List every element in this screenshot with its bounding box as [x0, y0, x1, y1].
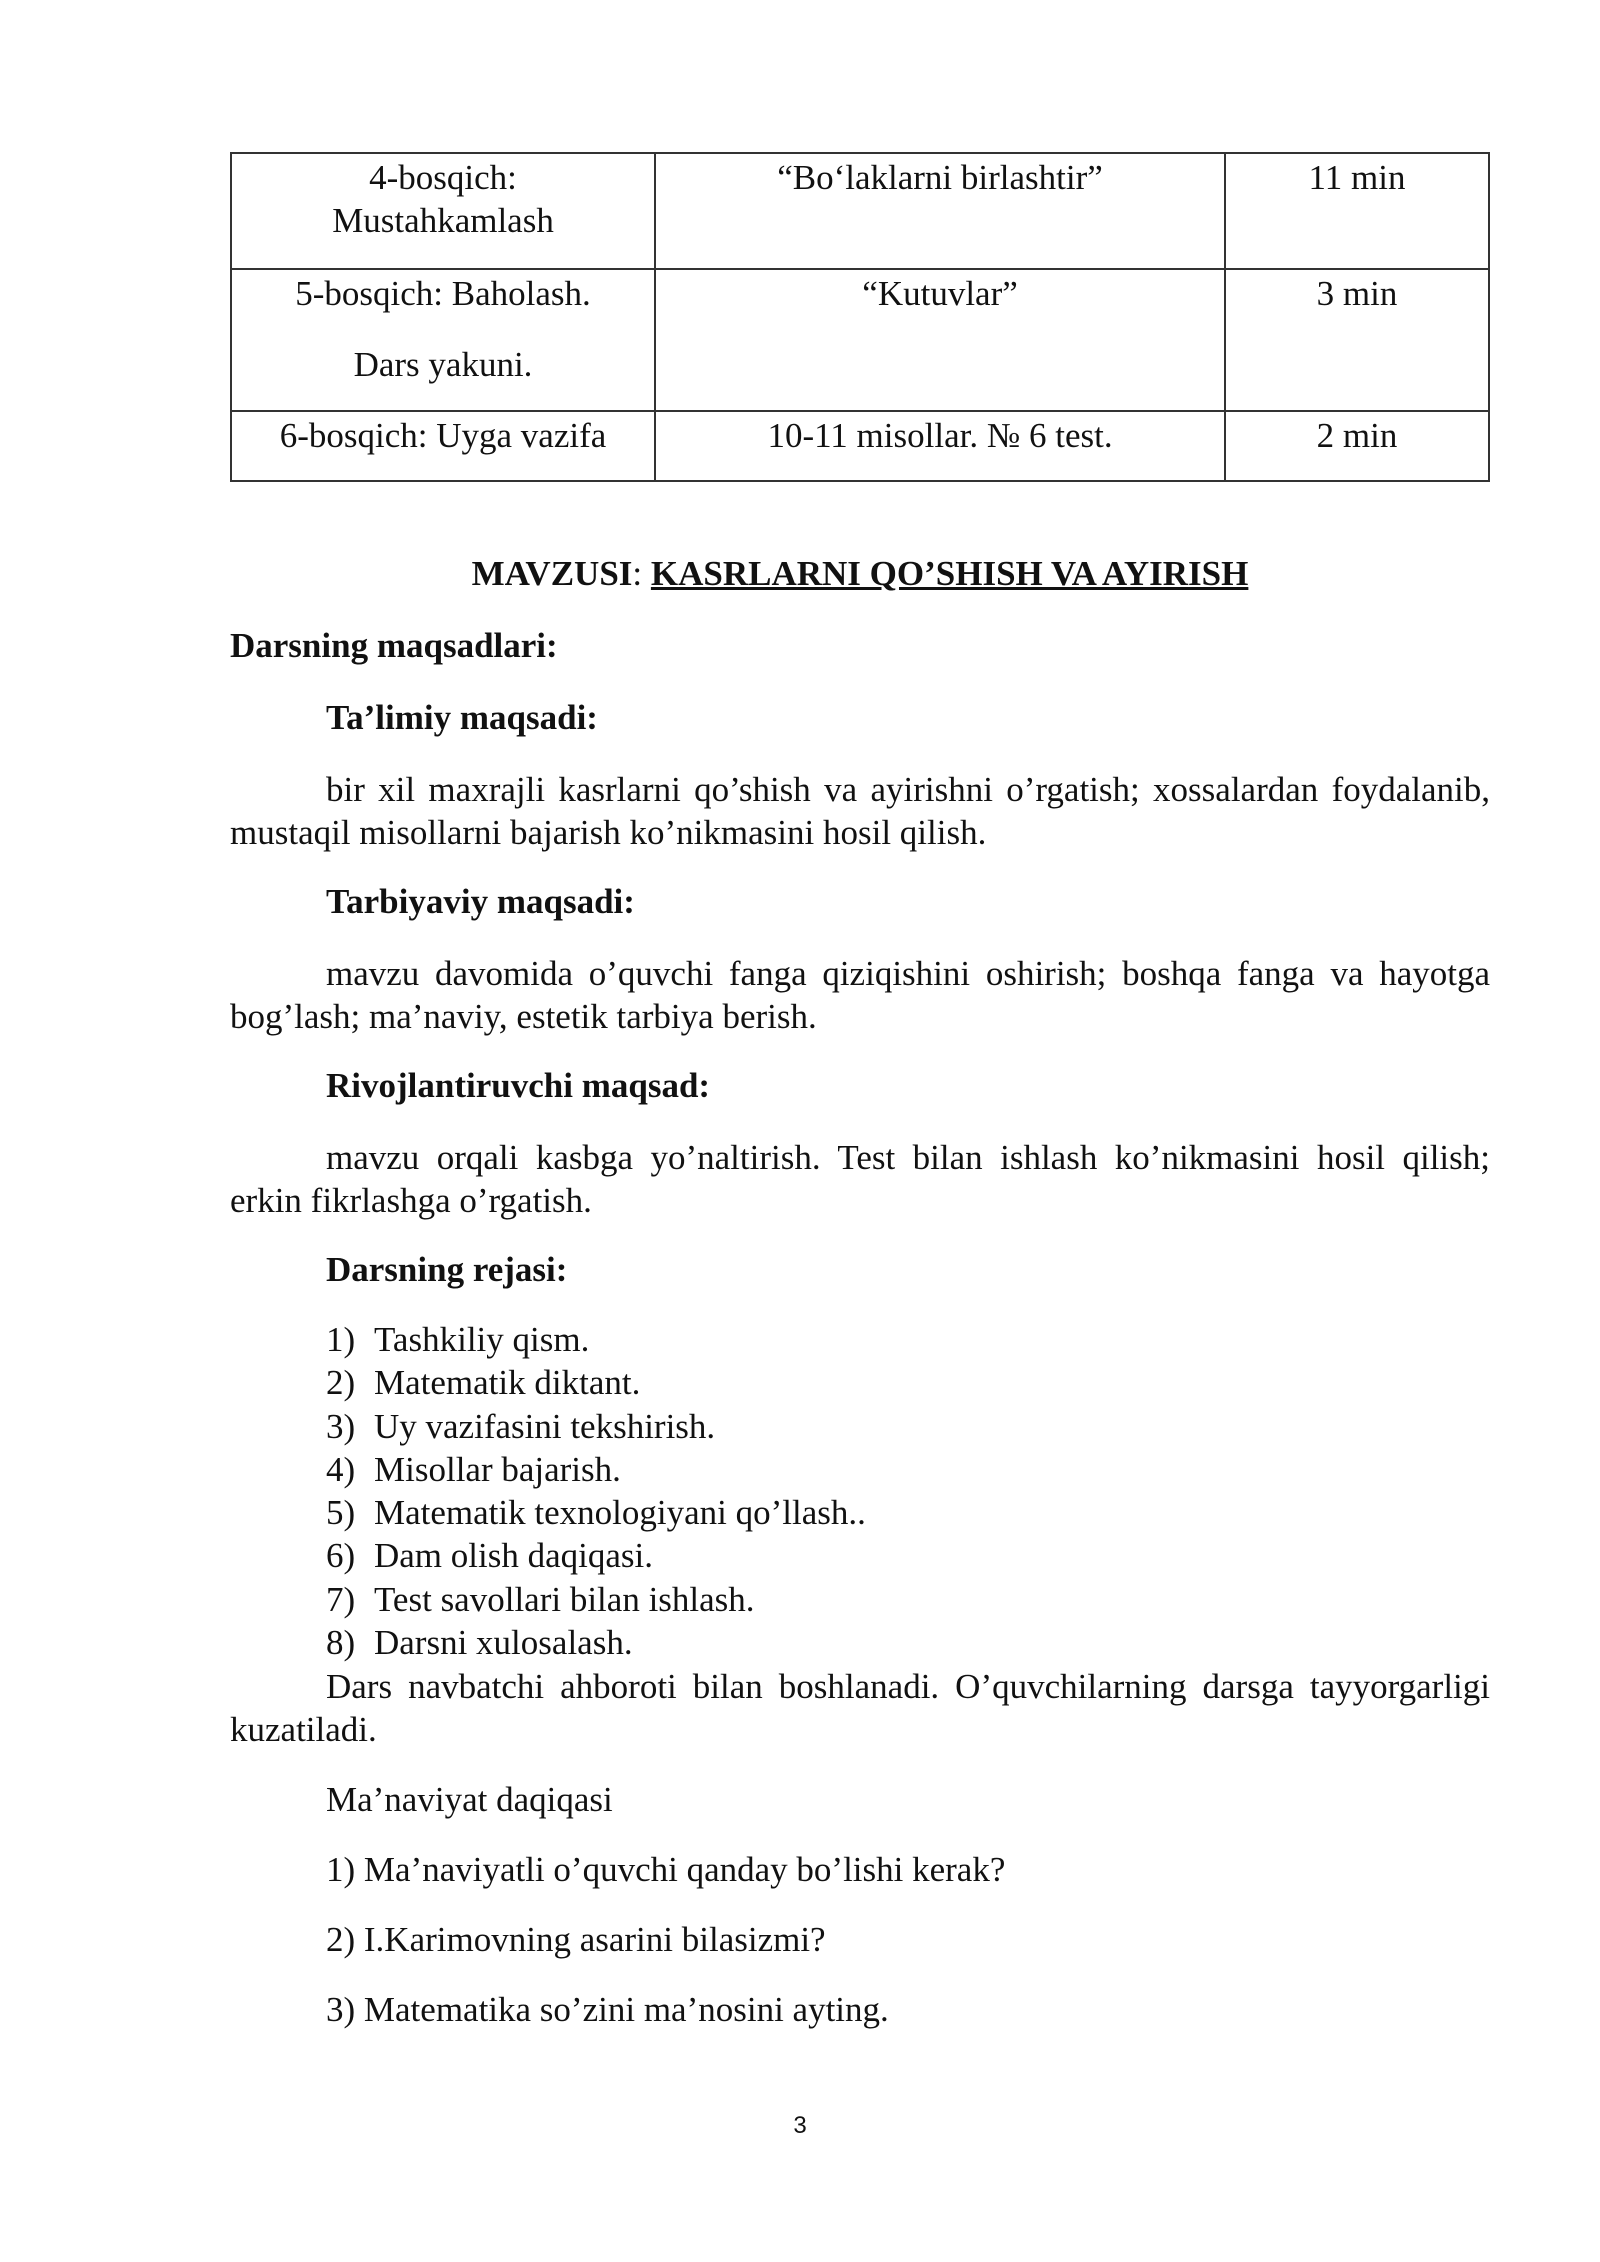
method-cell: “Kutuvlar” — [655, 269, 1225, 411]
list-item-text: Darsni xulosalash. — [374, 1623, 633, 1663]
list-number: 5) — [326, 1493, 356, 1533]
table-row — [231, 269, 1489, 411]
developmental-goal-heading: Rivojlantiruvchi maqsad: — [326, 1066, 711, 1105]
method-cell: 10-11 misollar. № 6 test. — [655, 411, 1225, 481]
list-item-text: Misollar bajarish. — [374, 1449, 621, 1489]
list-number: 3) — [326, 1406, 356, 1446]
upbringing-goal-text: mavzu davomida o’quvchi fanga qiziqishini oshirish; boshqa fanga va hayotga bog’lash; ma’naviy, estetik tarbiya berish. — [230, 954, 1490, 1036]
list-item — [326, 1318, 866, 1361]
goals-heading: Darsning maqsadlari: — [230, 626, 558, 665]
list-number: 8) — [326, 1623, 356, 1663]
time-cell: 11 min — [1225, 153, 1489, 269]
topic-title: KASRLARNI QO’SHISH VA AYIRISH — [650, 554, 1249, 593]
list-number: 1) — [326, 1320, 356, 1359]
list-item — [326, 1578, 866, 1621]
list-item-text: Tashkiliy qism. — [374, 1320, 590, 1359]
stage-name: Mustahkamlash — [332, 201, 554, 240]
stage-label: 4-bosqich: — [369, 158, 517, 197]
list-number: 2) — [326, 1363, 356, 1403]
developmental-goal-text: mavzu orqali kasbga yo’naltirish. Test bilan ishlash ko’nikmasini hosil qilish; erkin fikrlashga o’rgatish. — [230, 1138, 1490, 1220]
page-number: 3 — [793, 2112, 807, 2139]
time-cell: 3 min — [1225, 269, 1489, 411]
list-item-text: Test savollari bilan ishlash. — [374, 1579, 755, 1619]
list-item-text: Matematik diktant. — [374, 1363, 641, 1403]
upbringing-goal-heading: Tarbiyaviy maqsadi: — [326, 882, 635, 921]
spirituality-question: 2) I.Karimovning asarini bilasizmi? — [326, 1920, 826, 1959]
list-number: 7) — [326, 1579, 356, 1619]
stage-label: 5-bosqich: Baholash. — [295, 274, 591, 313]
stage-name: Dars yakuni. — [353, 345, 533, 384]
list-item-text: Uy vazifasini tekshirish. — [374, 1406, 716, 1446]
stage-cell: 6-bosqich: Uyga vazifa — [231, 411, 655, 481]
list-item-text: Matematik texnologiyani qo’llash.. — [374, 1493, 866, 1533]
educational-goal-heading: Ta’limiy maqsadi: — [326, 698, 598, 737]
educational-goal-text: bir xil maxrajli kasrlarni qo’shish va ayirishni o’rgatish; xossalardan foydalanib, mustaqil misollarni bajarish ko’nikmasini hosil qilish. — [230, 770, 1490, 852]
table-row — [231, 411, 1489, 481]
list-number: 6) — [326, 1536, 356, 1576]
list-item — [326, 1491, 866, 1534]
list-item — [326, 1534, 866, 1577]
spirituality-question: 3) Matematika so’zini ma’nosini ayting. — [326, 1990, 889, 2029]
spirituality-question: 1) Ma’naviyatli o’quvchi qanday bo’lishi kerak? — [326, 1850, 1006, 1889]
lesson-topic — [230, 552, 1490, 595]
list-item — [326, 1621, 866, 1664]
stage-cell — [231, 153, 655, 269]
method-cell: “Bo‘laklarni birlashtir” — [655, 153, 1225, 269]
intro-paragraph: Dars navbatchi ahboroti bilan boshlanadi. O’quvchilarning darsga tayyorgarligi kuzatiladi. — [230, 1667, 1490, 1749]
topic-separator: : — [632, 554, 651, 593]
lesson-stages-table — [230, 152, 1490, 482]
list-item-text: Dam olish daqiqasi. — [374, 1536, 653, 1576]
lesson-plan-list — [326, 1318, 866, 1664]
list-number: 4) — [326, 1449, 356, 1489]
time-cell: 2 min — [1225, 411, 1489, 481]
list-item — [326, 1448, 866, 1491]
list-item — [326, 1405, 866, 1448]
stage-cell — [231, 269, 655, 411]
plan-heading: Darsning rejasi: — [326, 1250, 568, 1289]
list-item — [326, 1361, 866, 1404]
topic-label: MAVZUSI — [471, 554, 633, 593]
spirituality-heading: Ma’naviyat daqiqasi — [326, 1780, 613, 1819]
table-row — [231, 153, 1489, 269]
